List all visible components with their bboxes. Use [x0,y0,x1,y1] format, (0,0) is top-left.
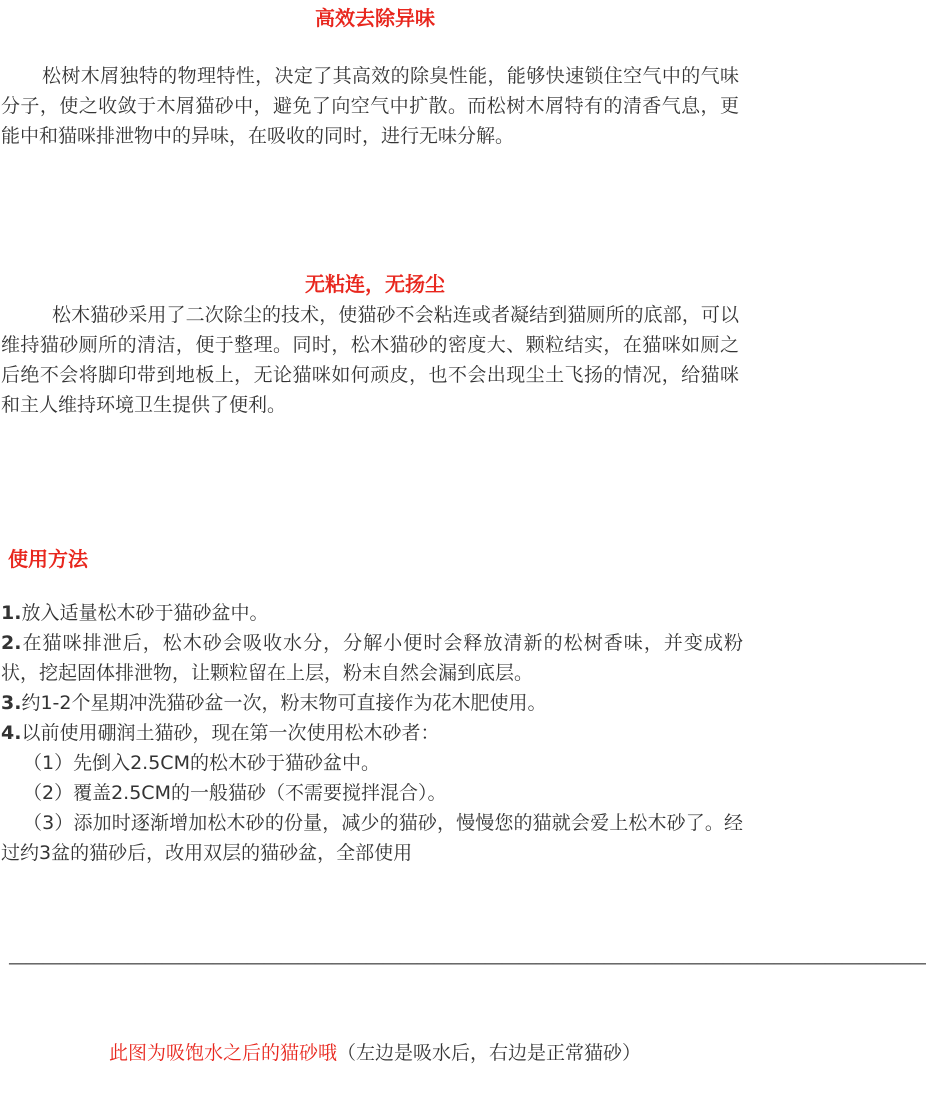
caption-note: （左边是吸水后，右边是正常猫砂） [337,1042,642,1064]
usage-step-1 [1,598,743,628]
usage-heading: 使用方法 [8,547,88,571]
usage-step-3 [1,688,743,718]
section-body-deodorize: 松树木屑独特的物理特性，决定了其高效的除臭性能，能够快速锁住空气中的气味分子，使之收敛于木屑猫砂中，避免了向空气中扩散。而松树木屑特有的清香气息，更能中和猫咪排泄物中的异味，在吸收的同时，进行无味分解。 [1,65,739,147]
usage-sub-step-3: （3）添加时逐渐增加松木砂的份量，减少的猫砂，慢慢您的猫就会爱上松木砂了。经过约3盆的猫砂后，改用双层的猫砂盆，全部使用 [1,812,743,864]
section-body-no-dust: 松木猫砂采用了二次除尘的技术，使猫砂不会粘连或者凝结到猫厕所的底部，可以维持猫砂厕所的清洁，便于整理。同时，松木猫砂的密度大、颗粒结实，在猫咪如厕之后绝不会将脚印带到地板上，无论猫咪如何顽皮，也不会出现尘土飞扬的情况，给猫咪和主人维持环境卫生提供了便利。 [1,304,739,416]
step-text: 放入适量松木砂于猫砂盆中。 [21,602,269,624]
step-number: 4. [1,722,22,744]
section-heading-deodorize: 高效去除异味 [315,6,435,30]
usage-step-4 [1,718,743,748]
usage-step-2 [1,628,743,688]
section-heading-no-dust: 无粘连，无扬尘 [305,272,445,296]
usage-steps [1,598,743,868]
step-number: 3. [1,692,22,714]
dash-divider: —————————————————————————————————————————————————————— [8,952,926,974]
caption-highlight: 此图为吸饱水之后的猫砂哦 [108,1042,337,1064]
usage-sub-step-1: （1）先倒入2.5CM的松木砂于猫砂盆中。 [23,752,380,774]
image-caption [0,1038,750,1068]
step-text: 约1-2个星期冲洗猫砂盆一次，粉末物可直接作为花木肥使用。 [21,692,547,714]
step-text: 在猫咪排泄后，松木砂会吸收水分，分解小便时会释放清新的松树香味，并变成粉状，挖起固体排泄物，让颗粒留在上层，粉末自然会漏到底层。 [1,632,743,684]
step-text: 以前使用硼润土猫砂，现在第一次使用松木砂者： [21,722,440,744]
usage-sub-step-2: （2）覆盖2.5CM的一般猫砂（不需要搅拌混合）。 [23,782,447,804]
step-number: 1. [1,602,22,624]
step-number: 2. [1,632,22,654]
